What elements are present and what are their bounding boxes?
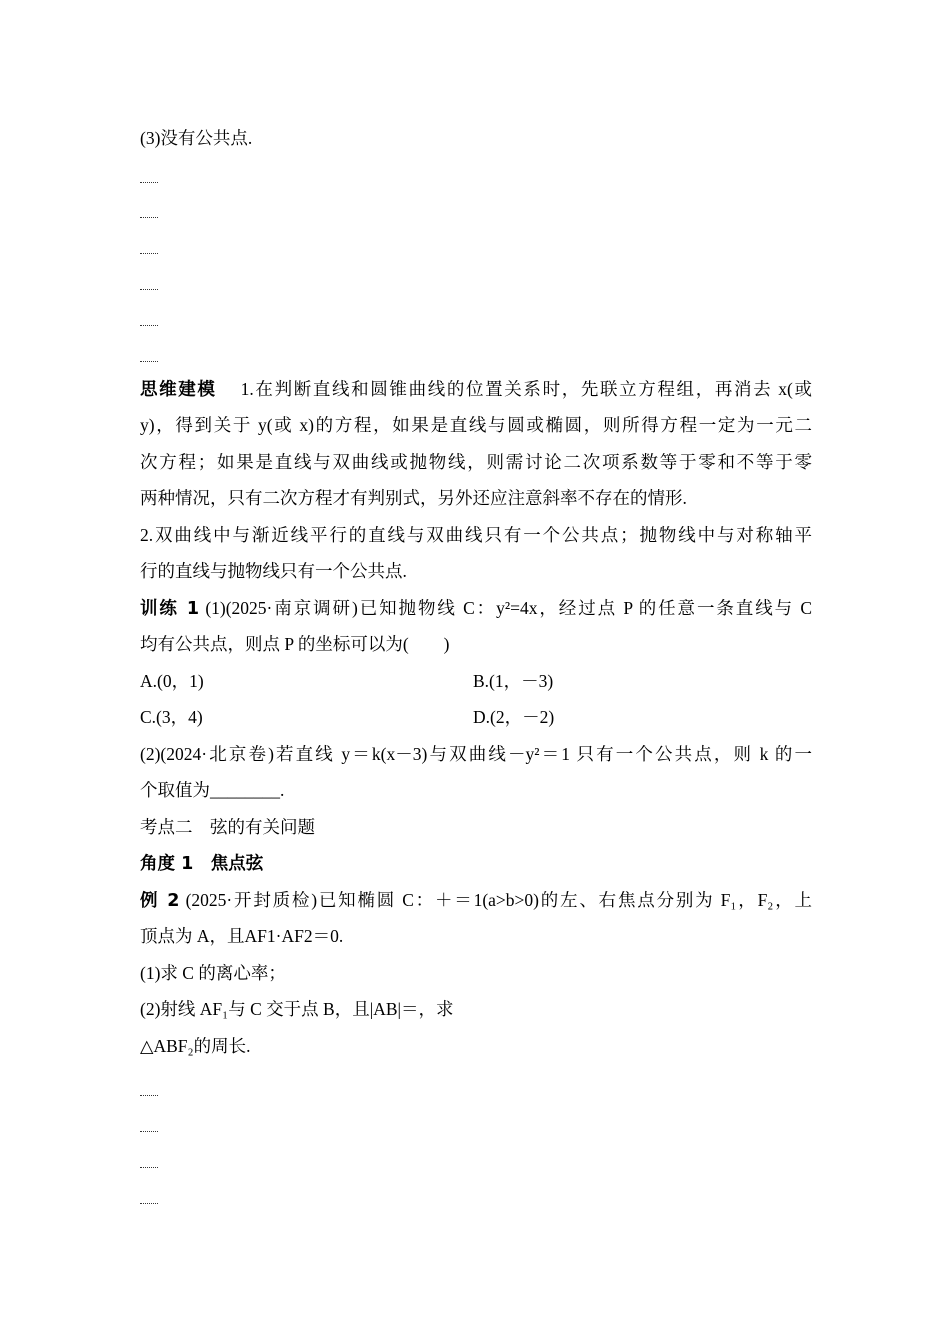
answer-blank-line: [140, 253, 158, 254]
answer-blank-line: [140, 182, 158, 183]
answer-blank-line: [140, 289, 158, 290]
model-line-6: 行的直线与抛物线只有一个公共点.: [140, 561, 407, 581]
option-a: A.(0，1): [140, 671, 204, 691]
answer-blank-line: [140, 1131, 158, 1132]
answer-blank-line: [140, 1095, 158, 1096]
model-line-1: 思维建模 1.在判断直线和圆锥曲线的位置关系时，先联立方程组，再消去 x(或: [140, 379, 813, 400]
angle-heading: 角度 1 焦点弦: [140, 854, 264, 874]
training-heading: 训练 1: [140, 599, 200, 619]
options-row-1: [140, 670, 812, 692]
model-line-4: 两种情况，只有二次方程才有判别式，另外还应注意斜率不存在的情形.: [140, 488, 687, 508]
training-question-1-line-2: 均有公共点，则点 P 的坐标可以为( ): [140, 634, 450, 654]
section-heading: 考点二 弦的有关问题: [140, 817, 315, 837]
answer-blank-line: [140, 217, 158, 218]
answer-part-3: (3)没有公共点.: [140, 128, 253, 148]
model-heading: 思维建模: [140, 380, 217, 400]
training-question-2-line-2: 个取值为________.: [140, 780, 285, 800]
model-line-2: y)，得到关于 y(或 x)的方程，如果是直线与圆或椭圆，则所得方程一定为一元二: [140, 415, 812, 435]
example-2-line-2: 顶点为 A，且AF1·AF2＝0.: [140, 926, 344, 946]
answer-blank-line: [140, 361, 158, 362]
training-question-1-line-1: 训练 1 (1)(2025·南京调研)已知抛物线 C：y²=4x，经过点 P 的任意一条直线与 C: [140, 598, 812, 619]
example-heading: 例 2: [140, 891, 180, 911]
training-question-2-line-1: (2)(2024·北京卷)若直线 y＝k(x－3)与双曲线－y²＝1 只有一个公共点，则 k 的一: [140, 744, 812, 764]
options-row-2: [140, 706, 812, 728]
model-line-5: 2.双曲线中与渐近线平行的直线与双曲线只有一个公共点；抛物线中与对称轴平: [140, 525, 812, 545]
example-2-sub-2: (2)射线 AF₁与 C 交于点 B，且|AB|＝，求: [140, 999, 454, 1019]
option-d: D.(2，－2): [473, 707, 555, 727]
answer-blank-line: [140, 325, 158, 326]
example-2-sub-3: △ABF₂的周长.: [140, 1036, 251, 1056]
answer-blank-line: [140, 1167, 158, 1168]
example-2-line-1: 例 2 (2025·开封质检)已知椭圆 C：＋＝1(a>b>0)的左、右焦点分别为 F₁，F₂，上: [140, 890, 813, 911]
answer-blank-line: [140, 1203, 158, 1204]
option-c: C.(3，4): [140, 707, 203, 727]
option-b: B.(1，－3): [473, 671, 554, 691]
model-line-3: 次方程；如果是直线与双曲线或抛物线，则需讨论二次项系数等于零和不等于零: [140, 452, 812, 472]
example-2-sub-1: (1)求 C 的离心率；: [140, 963, 286, 983]
